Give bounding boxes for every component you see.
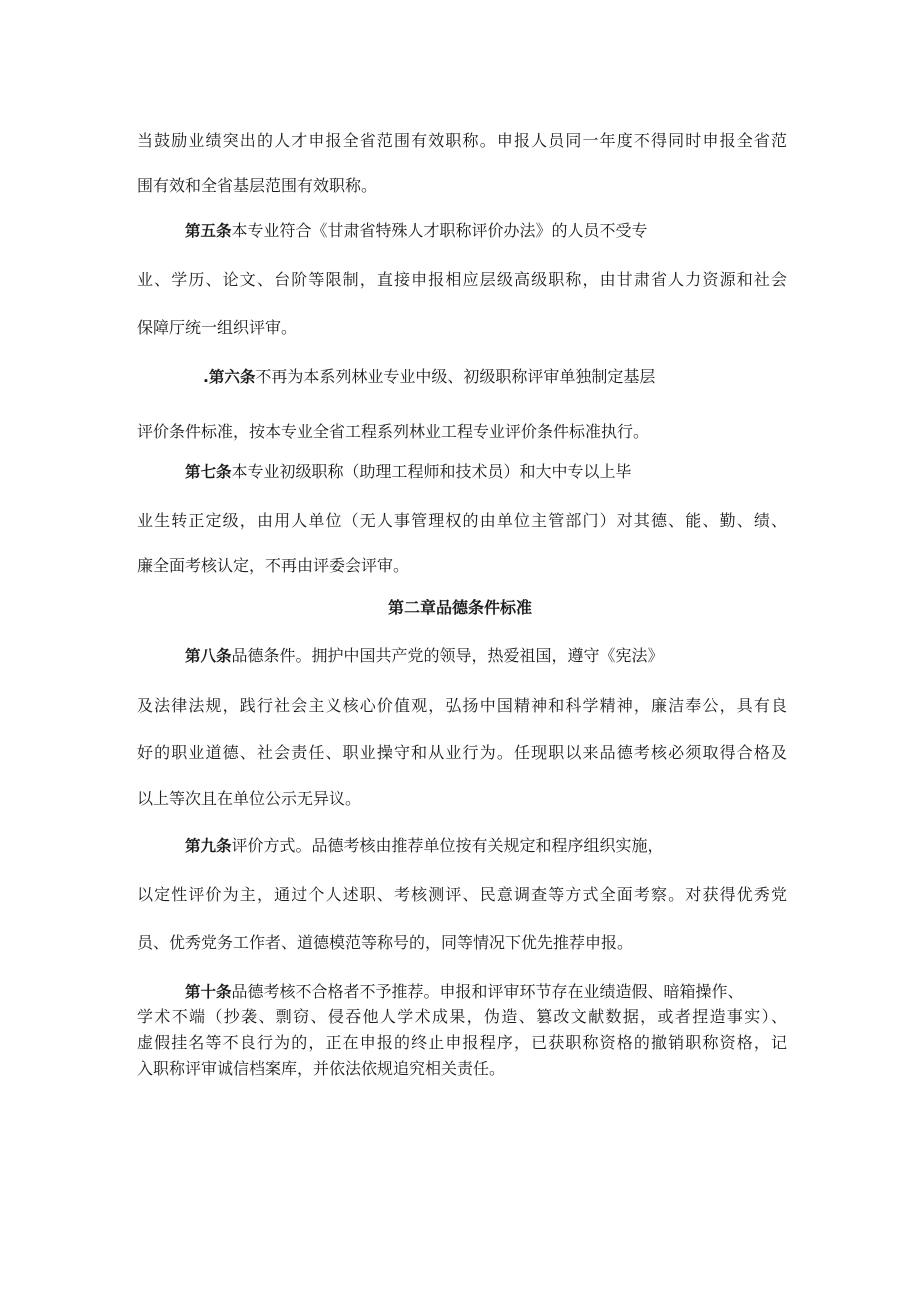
paragraph-line: 入职称评审诚信档案库，并依法依规追究相关责任。	[137, 1059, 506, 1078]
article-text: 评价方式。品德考核由推荐单位按有关规定和程序组织实施，	[231, 836, 664, 855]
paragraph-line: 保障厅统一组织评审。	[137, 318, 298, 337]
paragraph-line: 评价条件标准，按本专业全省工程系列林业工程专业评价条件标准执行。	[137, 422, 650, 441]
paragraph-line: 廉全面考核认定，不再由评委会评审。	[137, 556, 410, 575]
article-6-line	[203, 367, 723, 387]
paragraph-line: 及法律法规，践行社会主义核心价值观，弘扬中国精神和科学精神，廉洁奉公，具有良	[137, 696, 787, 715]
article-8-line	[185, 646, 705, 666]
article-5-line	[185, 221, 705, 241]
paragraph-line: 业、学历、论文、台阶等限制，直接申报相应层级高级职称，由甘肃省人力资源和社会	[137, 270, 787, 289]
article-10-line	[185, 982, 785, 1002]
article-text: 品德条件。拥护中国共产党的领导，热爱祖国，遵守《宪法》	[231, 646, 664, 665]
article-number: 第九条	[185, 837, 232, 855]
article-text: 本专业符合《甘肃省特殊人才职称评价办法》的人员不受专	[231, 221, 648, 240]
paragraph-line: 以定性评价为主，通过个人述职、考核测评、民意调查等方式全面考察。对获得优秀党	[137, 885, 787, 904]
article-7-line	[185, 462, 705, 482]
chapter-heading: 第二章品德条件标准	[387, 598, 532, 617]
article-text: 不再为本系列林业专业中级、初级职称评审单独制定基层	[255, 367, 656, 386]
paragraph-line: 当鼓励业绩突出的人才申报全省范围有效职称。申报人员同一年度不得同时申报全省范	[137, 131, 787, 150]
article-number: 第五条	[185, 222, 232, 240]
paragraph-line: 业生转正定级，由用人单位（无人事管理权的由单位主管部门）对其德、能、勤、绩、	[137, 511, 787, 530]
article-text: 品德考核不合格者不予推荐。申报和评审环节存在业绩造假、暗箱操作、	[231, 982, 744, 1001]
paragraph-line: 以上等次且在单位公示无异议。	[137, 789, 362, 808]
paragraph-line: 学术不端（抄袭、剽窃、侵吞他人学术成果，伪造、篡改文献数据，或者捏造事实）、	[137, 1007, 787, 1026]
article-9-line	[185, 836, 705, 856]
article-number: 第七条	[185, 463, 232, 481]
paragraph-line: 虚假挂名等不良行为的，正在申报的终止申报程序，已获职称资格的撤销职称资格，记	[137, 1033, 787, 1052]
paragraph-line: 围有效和全省基层范围有效职称。	[137, 176, 378, 195]
article-prefix: .	[203, 368, 209, 386]
paragraph-line: 好的职业道德、社会责任、职业操守和从业行为。任现职以来品德考核必须取得合格及	[137, 743, 787, 762]
article-text: 本专业初级职称（助理工程师和技术员）和大中专以上毕	[231, 462, 632, 481]
article-number: 第六条	[208, 368, 256, 386]
article-number: 第十条	[185, 983, 232, 1001]
article-number: 第八条	[185, 647, 232, 665]
paragraph-line: 员、优秀党务工作者、道德模范等称号的，同等情况下优先推荐申报。	[137, 933, 634, 952]
